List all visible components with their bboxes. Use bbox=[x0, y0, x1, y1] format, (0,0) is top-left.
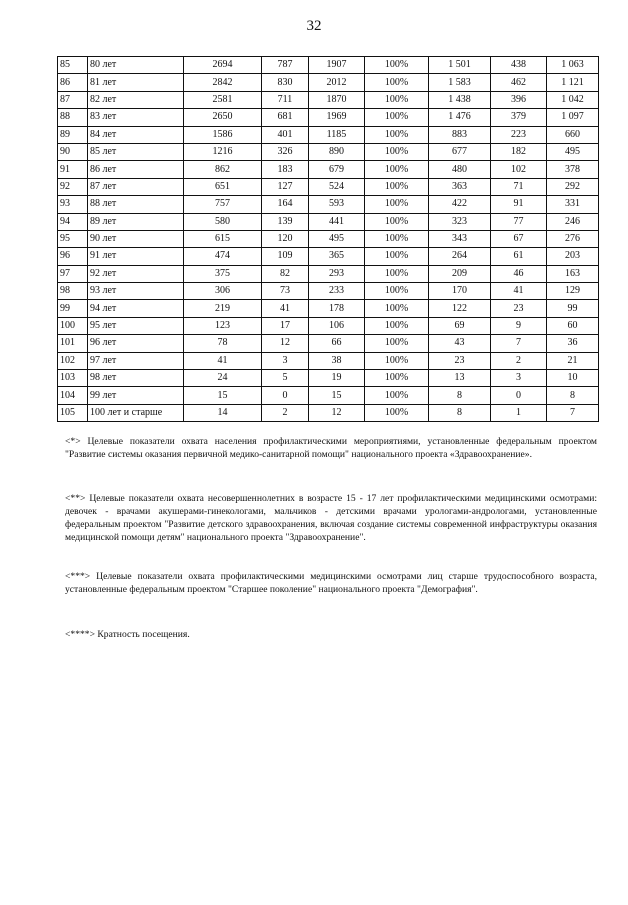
row-number-cell: 89 bbox=[58, 126, 88, 143]
value-cell: 120 bbox=[262, 230, 309, 247]
value-cell: 21 bbox=[547, 352, 599, 369]
row-number-cell: 91 bbox=[58, 161, 88, 178]
value-cell: 2 bbox=[491, 352, 547, 369]
table-row bbox=[58, 57, 599, 74]
row-number-cell: 88 bbox=[58, 109, 88, 126]
value-cell: 129 bbox=[547, 283, 599, 300]
percent-cell: 100% bbox=[365, 265, 429, 282]
value-cell: 69 bbox=[429, 317, 491, 334]
value-cell: 677 bbox=[429, 143, 491, 160]
value-cell: 480 bbox=[429, 161, 491, 178]
value-cell: 883 bbox=[429, 126, 491, 143]
value-cell: 46 bbox=[491, 265, 547, 282]
value-cell: 1216 bbox=[184, 143, 262, 160]
value-cell: 651 bbox=[184, 178, 262, 195]
value-cell: 2694 bbox=[184, 57, 262, 74]
value-cell: 66 bbox=[309, 335, 365, 352]
age-group-cell: 88 лет bbox=[88, 196, 184, 213]
value-cell: 293 bbox=[309, 265, 365, 282]
percent-cell: 100% bbox=[365, 126, 429, 143]
value-cell: 23 bbox=[429, 352, 491, 369]
age-group-cell: 93 лет bbox=[88, 283, 184, 300]
value-cell: 292 bbox=[547, 178, 599, 195]
value-cell: 41 bbox=[262, 300, 309, 317]
row-number-cell: 90 bbox=[58, 143, 88, 160]
value-cell: 73 bbox=[262, 283, 309, 300]
value-cell: 1907 bbox=[309, 57, 365, 74]
value-cell: 23 bbox=[491, 300, 547, 317]
value-cell: 787 bbox=[262, 57, 309, 74]
age-group-cell: 100 лет и старше bbox=[88, 404, 184, 421]
value-cell: 127 bbox=[262, 178, 309, 195]
value-cell: 12 bbox=[262, 335, 309, 352]
value-cell: 36 bbox=[547, 335, 599, 352]
value-cell: 396 bbox=[491, 91, 547, 108]
value-cell: 441 bbox=[309, 213, 365, 230]
row-number-cell: 97 bbox=[58, 265, 88, 282]
value-cell: 109 bbox=[262, 248, 309, 265]
value-cell: 365 bbox=[309, 248, 365, 265]
table-row bbox=[58, 126, 599, 143]
value-cell: 7 bbox=[491, 335, 547, 352]
value-cell: 711 bbox=[262, 91, 309, 108]
age-group-cell: 89 лет bbox=[88, 213, 184, 230]
percent-cell: 100% bbox=[365, 74, 429, 91]
value-cell: 77 bbox=[491, 213, 547, 230]
age-group-cell: 81 лет bbox=[88, 74, 184, 91]
value-cell: 15 bbox=[184, 387, 262, 404]
row-number-cell: 102 bbox=[58, 352, 88, 369]
percent-cell: 100% bbox=[365, 161, 429, 178]
value-cell: 106 bbox=[309, 317, 365, 334]
value-cell: 203 bbox=[547, 248, 599, 265]
value-cell: 3 bbox=[491, 370, 547, 387]
value-cell: 170 bbox=[429, 283, 491, 300]
row-number-cell: 93 bbox=[58, 196, 88, 213]
value-cell: 323 bbox=[429, 213, 491, 230]
percent-cell: 100% bbox=[365, 283, 429, 300]
value-cell: 38 bbox=[309, 352, 365, 369]
table-row bbox=[58, 178, 599, 195]
value-cell: 264 bbox=[429, 248, 491, 265]
value-cell: 401 bbox=[262, 126, 309, 143]
table-body bbox=[58, 57, 599, 422]
value-cell: 1 501 bbox=[429, 57, 491, 74]
value-cell: 1 042 bbox=[547, 91, 599, 108]
value-cell: 1185 bbox=[309, 126, 365, 143]
table-row bbox=[58, 213, 599, 230]
value-cell: 24 bbox=[184, 370, 262, 387]
value-cell: 422 bbox=[429, 196, 491, 213]
value-cell: 438 bbox=[491, 57, 547, 74]
age-group-cell: 80 лет bbox=[88, 57, 184, 74]
value-cell: 178 bbox=[309, 300, 365, 317]
value-cell: 122 bbox=[429, 300, 491, 317]
value-cell: 78 bbox=[184, 335, 262, 352]
value-cell: 1 097 bbox=[547, 109, 599, 126]
value-cell: 495 bbox=[547, 143, 599, 160]
table-row bbox=[58, 283, 599, 300]
age-group-cell: 97 лет bbox=[88, 352, 184, 369]
row-number-cell: 92 bbox=[58, 178, 88, 195]
age-group-cell: 98 лет bbox=[88, 370, 184, 387]
value-cell: 41 bbox=[491, 283, 547, 300]
age-group-cell: 82 лет bbox=[88, 91, 184, 108]
value-cell: 12 bbox=[309, 404, 365, 421]
value-cell: 71 bbox=[491, 178, 547, 195]
value-cell: 123 bbox=[184, 317, 262, 334]
value-cell: 474 bbox=[184, 248, 262, 265]
value-cell: 182 bbox=[491, 143, 547, 160]
value-cell: 580 bbox=[184, 213, 262, 230]
table-row bbox=[58, 143, 599, 160]
value-cell: 15 bbox=[309, 387, 365, 404]
age-group-cell: 91 лет bbox=[88, 248, 184, 265]
value-cell: 1 121 bbox=[547, 74, 599, 91]
value-cell: 139 bbox=[262, 213, 309, 230]
value-cell: 5 bbox=[262, 370, 309, 387]
row-number-cell: 96 bbox=[58, 248, 88, 265]
percent-cell: 100% bbox=[365, 248, 429, 265]
table-row bbox=[58, 161, 599, 178]
value-cell: 60 bbox=[547, 317, 599, 334]
value-cell: 2012 bbox=[309, 74, 365, 91]
value-cell: 343 bbox=[429, 230, 491, 247]
age-group-cell: 85 лет bbox=[88, 143, 184, 160]
value-cell: 164 bbox=[262, 196, 309, 213]
footnote-3: <***> Целевые показатели охвата профилактическими медицинскими осмотрами лиц старше трудоспособного возраста, установленные федеральным проектом "Старшее поколение" национального проекта "Демография". bbox=[65, 571, 597, 595]
age-group-cell: 99 лет bbox=[88, 387, 184, 404]
percent-cell: 100% bbox=[365, 370, 429, 387]
value-cell: 7 bbox=[547, 404, 599, 421]
percent-cell: 100% bbox=[365, 230, 429, 247]
value-cell: 2581 bbox=[184, 91, 262, 108]
percent-cell: 100% bbox=[365, 109, 429, 126]
value-cell: 593 bbox=[309, 196, 365, 213]
value-cell: 495 bbox=[309, 230, 365, 247]
table-row bbox=[58, 317, 599, 334]
value-cell: 363 bbox=[429, 178, 491, 195]
row-number-cell: 100 bbox=[58, 317, 88, 334]
percent-cell: 100% bbox=[365, 300, 429, 317]
table-row bbox=[58, 109, 599, 126]
percent-cell: 100% bbox=[365, 91, 429, 108]
value-cell: 163 bbox=[547, 265, 599, 282]
value-cell: 43 bbox=[429, 335, 491, 352]
value-cell: 375 bbox=[184, 265, 262, 282]
value-cell: 679 bbox=[309, 161, 365, 178]
row-number-cell: 87 bbox=[58, 91, 88, 108]
value-cell: 2 bbox=[262, 404, 309, 421]
value-cell: 246 bbox=[547, 213, 599, 230]
value-cell: 615 bbox=[184, 230, 262, 247]
value-cell: 1 bbox=[491, 404, 547, 421]
value-cell: 8 bbox=[547, 387, 599, 404]
value-cell: 183 bbox=[262, 161, 309, 178]
value-cell: 1586 bbox=[184, 126, 262, 143]
value-cell: 223 bbox=[491, 126, 547, 143]
value-cell: 276 bbox=[547, 230, 599, 247]
data-table bbox=[57, 56, 599, 422]
value-cell: 681 bbox=[262, 109, 309, 126]
value-cell: 2842 bbox=[184, 74, 262, 91]
row-number-cell: 101 bbox=[58, 335, 88, 352]
value-cell: 10 bbox=[547, 370, 599, 387]
row-number-cell: 103 bbox=[58, 370, 88, 387]
table-row bbox=[58, 335, 599, 352]
value-cell: 0 bbox=[262, 387, 309, 404]
table-row bbox=[58, 91, 599, 108]
value-cell: 17 bbox=[262, 317, 309, 334]
value-cell: 306 bbox=[184, 283, 262, 300]
value-cell: 1 583 bbox=[429, 74, 491, 91]
value-cell: 660 bbox=[547, 126, 599, 143]
value-cell: 219 bbox=[184, 300, 262, 317]
percent-cell: 100% bbox=[365, 387, 429, 404]
value-cell: 209 bbox=[429, 265, 491, 282]
value-cell: 8 bbox=[429, 404, 491, 421]
row-number-cell: 105 bbox=[58, 404, 88, 421]
footnote-1: <*> Целевые показатели охвата населения профилактическими мероприятиями, установленные федеральным проектом "Развитие системы оказания первичной медико-санитарной помощи" национального проекта «Здравоохранение». bbox=[65, 436, 597, 460]
table-row bbox=[58, 404, 599, 421]
value-cell: 1 476 bbox=[429, 109, 491, 126]
table-row bbox=[58, 370, 599, 387]
value-cell: 1 063 bbox=[547, 57, 599, 74]
value-cell: 862 bbox=[184, 161, 262, 178]
value-cell: 67 bbox=[491, 230, 547, 247]
value-cell: 82 bbox=[262, 265, 309, 282]
percent-cell: 100% bbox=[365, 213, 429, 230]
value-cell: 1870 bbox=[309, 91, 365, 108]
percent-cell: 100% bbox=[365, 404, 429, 421]
row-number-cell: 99 bbox=[58, 300, 88, 317]
table-row bbox=[58, 352, 599, 369]
value-cell: 3 bbox=[262, 352, 309, 369]
value-cell: 9 bbox=[491, 317, 547, 334]
value-cell: 890 bbox=[309, 143, 365, 160]
row-number-cell: 85 bbox=[58, 57, 88, 74]
table-row bbox=[58, 265, 599, 282]
value-cell: 1 438 bbox=[429, 91, 491, 108]
table-row bbox=[58, 300, 599, 317]
value-cell: 0 bbox=[491, 387, 547, 404]
value-cell: 102 bbox=[491, 161, 547, 178]
value-cell: 524 bbox=[309, 178, 365, 195]
value-cell: 462 bbox=[491, 74, 547, 91]
row-number-cell: 98 bbox=[58, 283, 88, 300]
value-cell: 91 bbox=[491, 196, 547, 213]
value-cell: 379 bbox=[491, 109, 547, 126]
value-cell: 41 bbox=[184, 352, 262, 369]
value-cell: 8 bbox=[429, 387, 491, 404]
value-cell: 830 bbox=[262, 74, 309, 91]
table-row bbox=[58, 74, 599, 91]
table-row bbox=[58, 196, 599, 213]
age-group-cell: 83 лет bbox=[88, 109, 184, 126]
percent-cell: 100% bbox=[365, 57, 429, 74]
value-cell: 2650 bbox=[184, 109, 262, 126]
age-group-cell: 94 лет bbox=[88, 300, 184, 317]
footnote-4: <****> Кратность посещения. bbox=[65, 629, 190, 640]
row-number-cell: 104 bbox=[58, 387, 88, 404]
value-cell: 331 bbox=[547, 196, 599, 213]
value-cell: 14 bbox=[184, 404, 262, 421]
value-cell: 61 bbox=[491, 248, 547, 265]
percent-cell: 100% bbox=[365, 196, 429, 213]
age-group-cell: 95 лет bbox=[88, 317, 184, 334]
percent-cell: 100% bbox=[365, 335, 429, 352]
value-cell: 757 bbox=[184, 196, 262, 213]
value-cell: 326 bbox=[262, 143, 309, 160]
percent-cell: 100% bbox=[365, 178, 429, 195]
value-cell: 1969 bbox=[309, 109, 365, 126]
percent-cell: 100% bbox=[365, 352, 429, 369]
age-group-cell: 87 лет bbox=[88, 178, 184, 195]
age-group-cell: 92 лет bbox=[88, 265, 184, 282]
row-number-cell: 94 bbox=[58, 213, 88, 230]
page-number: 32 bbox=[306, 18, 322, 34]
age-group-cell: 86 лет bbox=[88, 161, 184, 178]
age-group-cell: 90 лет bbox=[88, 230, 184, 247]
value-cell: 19 bbox=[309, 370, 365, 387]
table-row bbox=[58, 248, 599, 265]
row-number-cell: 86 bbox=[58, 74, 88, 91]
table-row bbox=[58, 387, 599, 404]
percent-cell: 100% bbox=[365, 143, 429, 160]
percent-cell: 100% bbox=[365, 317, 429, 334]
value-cell: 378 bbox=[547, 161, 599, 178]
row-number-cell: 95 bbox=[58, 230, 88, 247]
value-cell: 99 bbox=[547, 300, 599, 317]
age-group-cell: 84 лет bbox=[88, 126, 184, 143]
value-cell: 13 bbox=[429, 370, 491, 387]
age-group-cell: 96 лет bbox=[88, 335, 184, 352]
table-row bbox=[58, 230, 599, 247]
value-cell: 233 bbox=[309, 283, 365, 300]
footnote-2: <**> Целевые показатели охвата несовершеннолетних в возрасте 15 - 17 лет профилактическими медицинскими осмотрами: девочек - врачами акушерами-гинекологами, мальчиков - детскими врачами урологами-андрологами, установленные федеральным проектом "Развитие детского здравоохранения, включая создание системы современной инфраструктуры оказания медицинской помощи детям" национального проекта "Здравоохранение". bbox=[65, 493, 597, 543]
